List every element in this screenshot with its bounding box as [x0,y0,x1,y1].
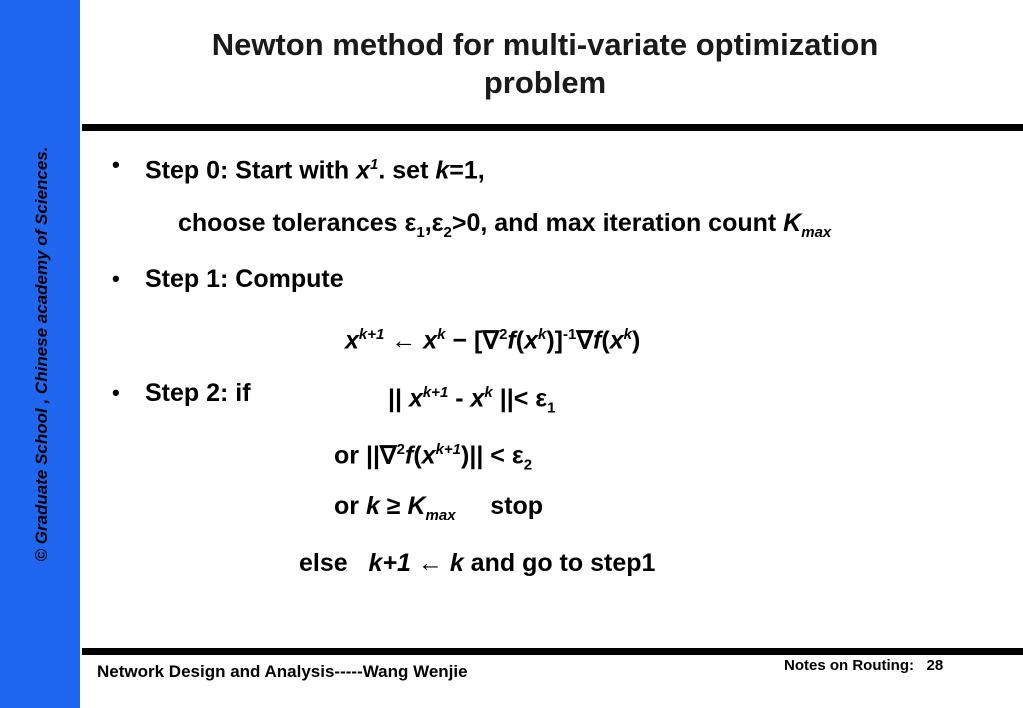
cond1-c: ||< ε [492,384,548,413]
else-k: k [449,549,464,577]
tol-max: max [801,224,832,241]
else-line [299,548,655,578]
else-k1: k+1 [368,549,411,577]
cond2-sub: 2 [523,456,533,474]
tolerance-line [178,208,831,248]
f-f2: f [593,326,602,355]
step0-x: x [356,156,371,185]
step1-line: Step 1: Compute [145,265,344,293]
f-sup6: k [623,326,632,343]
cond1-sup1: k+1 [422,384,449,401]
else-b: and go to step1 [463,549,656,577]
else-arrow: ← [410,549,450,577]
step0-k: k [435,156,450,185]
bullet-step0: • [112,152,120,177]
cond3-k: k [365,492,380,520]
cond2-x: x [421,441,436,470]
cond1-x: x [408,384,423,413]
f-x2: x [423,326,438,355]
else-a: else [299,549,369,577]
f-arrow: ← [384,326,424,355]
f-sup5: -1 [562,326,577,343]
bottom-divider [82,648,1023,655]
f-close: )] [546,326,563,355]
tol-sub2: 2 [443,224,452,241]
f-sup2: k [437,326,446,343]
f-paren: ( [515,326,525,355]
cond2-b: )|| < ε [461,441,524,470]
f-sup4: k [537,326,547,343]
f-minus: − [∇ [445,326,500,355]
step0-sup: 1 [370,156,379,173]
condition-3 [334,491,543,531]
condition-1 [388,378,555,423]
f-x3: x [524,326,538,355]
tol-text-b: ,ε [424,209,444,237]
condition-2 [334,435,532,480]
bullet-step2: • [112,380,120,405]
cond1-sup2: k [484,384,493,401]
cond2-p: ( [413,441,422,470]
cond3-a: or [334,492,366,520]
step0-text-a: Step 0: Start with [145,156,357,185]
step2-label: Step 2: if [145,379,251,407]
f-nabla: ∇ [576,326,594,355]
f-close2: ) [631,326,641,355]
title-line-1: Newton method for multi-variate optimization [211,27,879,62]
cond2-a: or ||∇ [334,441,397,470]
newton-update-formula [345,320,640,355]
cond3-K: K [407,492,426,520]
top-divider [82,124,1023,131]
f-x: x [345,326,359,355]
cond3-ge: ≥ [379,492,408,520]
cond3-max: max [425,507,456,524]
bullet-step1: • [112,266,120,291]
cond1-sub: 1 [547,399,556,417]
step0-text-b: . set [378,156,436,185]
step0-line [145,150,485,185]
cond2-sup2: k+1 [435,441,462,458]
f-sup3: 2 [499,326,508,343]
footer-page: Notes on Routing: 28 [784,657,944,674]
cond1-a: || [388,384,409,413]
cond2-sup: 2 [396,441,406,458]
tol-text-c: >0, and max iteration count [451,209,784,237]
slide-title [110,26,980,102]
f-paren2: ( [601,326,610,355]
sidebar [0,0,80,708]
step0-text-c: =1, [449,156,485,185]
f-x4: x [609,326,624,355]
tol-K: K [783,209,802,237]
title-line-2: problem [483,65,607,100]
cond2-f: f [405,441,414,470]
cond1-x2: x [470,384,485,413]
footer-course: Network Design and Analysis-----Wang Wenjie [97,662,468,681]
copyright-text: © Graduate School , Chinese academy of Sciences. [32,146,51,562]
tol-sub1: 1 [416,224,425,241]
tol-text-a: choose tolerances ε [178,209,417,237]
f-f: f [507,326,516,355]
cond3-stop: stop [455,492,544,520]
cond1-b: - [448,384,471,413]
f-sup1: k+1 [358,326,385,343]
